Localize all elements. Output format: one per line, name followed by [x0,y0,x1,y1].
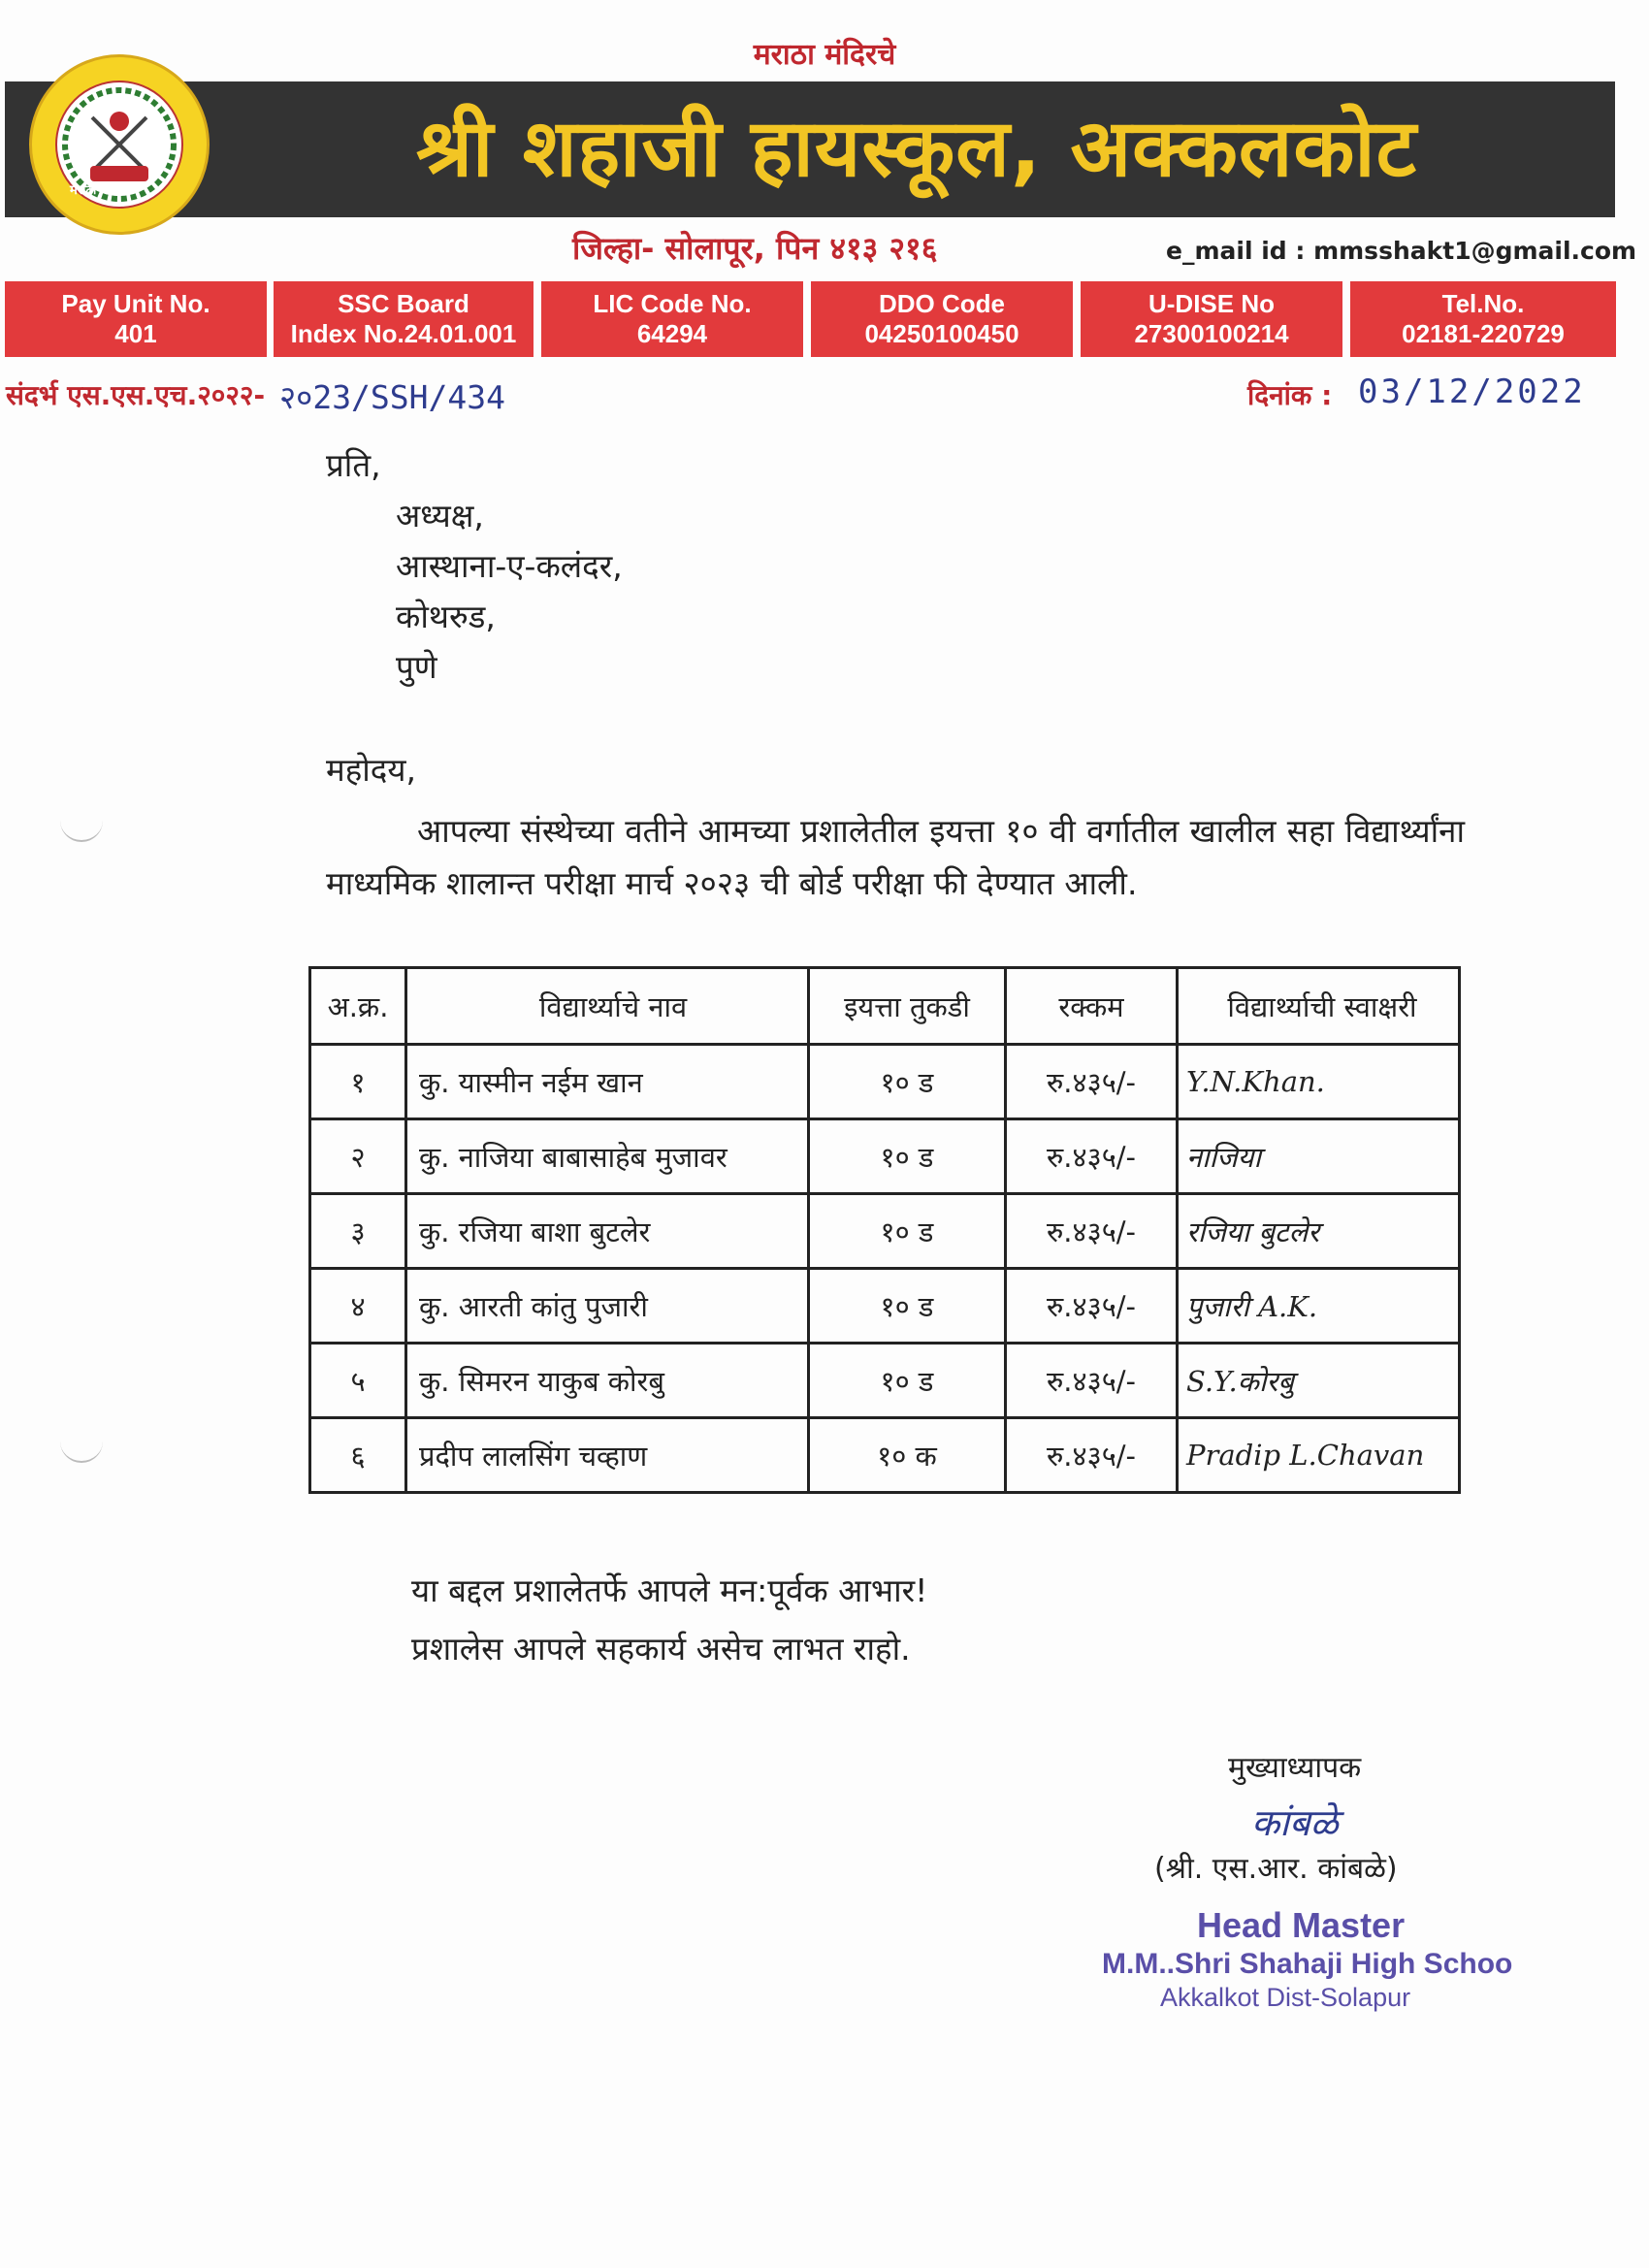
amount-cell: रु.४३५/- [1006,1269,1178,1344]
table-row [310,1194,1460,1269]
fee-table [308,966,1461,1494]
col-signature: विद्यार्थ्याची स्वाक्षरी [1178,968,1460,1045]
recipient-prefix: प्रति, [326,446,381,484]
name-cell: कु. नाजिया बाबासाहेब मुजावर [406,1119,809,1194]
col-class: इयत्ता तुकडी [809,968,1006,1045]
organization-name: मराठा मंदिरचे [753,38,896,72]
class-cell: १० ड [809,1269,1006,1344]
date-label: दिनांक : [1247,379,1333,411]
stamp-title: Head Master [1197,1905,1406,1945]
info-box-value: Index No.24.01.001 [290,319,517,348]
serial-cell: ४ [310,1269,406,1344]
info-box-label: LIC Code No. [593,289,752,318]
signature-cell: S.Y.कोरबु [1178,1344,1460,1418]
serial-cell: ३ [310,1194,406,1269]
info-box-value: 64294 [636,319,708,348]
stamp-school: M.M..Shri Shahaji High Schoo [1102,1948,1513,1980]
class-cell: १० क [809,1418,1006,1493]
info-box-value: 401 [114,319,157,348]
info-box-value: 04250100450 [864,319,1019,348]
letter-body: आपल्या संस्थेच्या वतीने आमच्या प्रशालेतील इयत्ता १० वी वर्गातील खालील सहा विद्यार्थ्यांना माध्यमिक शालान्त परीक्षा मार्च २०२३ ची बोर्ड परीक्षा फी देण्यात आली. [326,812,1465,902]
info-box-label: Tel.No. [1441,289,1525,318]
closing-line: या बद्दल प्रशालेतर्फे आपले मन:पूर्वक आभार! [411,1571,928,1609]
addressee-line: अध्यक्ष, [396,497,484,535]
signature-cell: नाजिया [1178,1119,1460,1194]
class-cell: १० ड [809,1194,1006,1269]
table-row [310,1119,1460,1194]
name-cell: कु. रजिया बाशा बुटलेर [406,1194,809,1269]
info-box-label: U-DISE No [1148,289,1275,318]
signature-cell: रजिया बुटलेर [1178,1194,1460,1269]
class-cell: १० ड [809,1119,1006,1194]
amount-cell: रु.४३५/- [1006,1194,1178,1269]
addressee-line: आस्थाना-ए-कलंदर, [396,547,623,585]
name-cell: कु. आरती कांतु पुजारी [406,1269,809,1344]
school-email: e_mail id : mmsshakt1@gmail.com [1166,237,1637,265]
class-cell: १० ड [809,1045,1006,1119]
signatory-title: मुख्याध्यापक [1228,1751,1362,1785]
name-cell: प्रदीप लालसिंग चव्हाण [406,1418,809,1493]
col-serial: अ.क्र. [310,968,406,1045]
serial-cell: ५ [310,1344,406,1418]
table-row [310,1418,1460,1493]
amount-cell: रु.४३५/- [1006,1045,1178,1119]
name-cell: कु. सिमरन याकुब कोरबु [406,1344,809,1418]
info-box-ssc-board [274,281,534,357]
info-box-value: 02181-220729 [1402,319,1565,348]
stamp-location: Akkalkot Dist-Solapur [1160,1983,1411,2012]
info-box-ddo-code [811,281,1073,357]
col-student-name: विद्यार्थ्याचे नाव [406,968,809,1045]
info-box-lic-code [541,281,803,357]
info-box-telephone [1350,281,1616,357]
addressee-line: कोथरुड, [396,598,496,635]
table-header-row [310,968,1460,1045]
amount-cell: रु.४३५/- [1006,1344,1178,1418]
info-box-label: DDO Code [879,289,1005,318]
name-cell: कु. यास्मीन नईम खान [406,1045,809,1119]
school-address: जिल्हा- सोलापूर, पिन ४१३ २१६ [572,230,938,267]
headmaster-signature: कांबळे [1251,1801,1339,1844]
info-box-value: 27300100214 [1134,319,1289,348]
table-row [310,1269,1460,1344]
signature-cell: पुजारी A.K. [1178,1269,1460,1344]
logo-text: मराठा मंदिर [70,183,124,198]
salutation: महोदय, [326,751,416,789]
serial-cell: ६ [310,1418,406,1493]
closing-line: प्रशालेस आपले सहकार्य असेच लाभत राहो. [411,1630,911,1668]
info-box-label: SSC Board [338,289,469,318]
reference-label: संदर्भ एस.एस.एच.२०२२- [6,379,266,411]
signature-cell: Y.N.Khan. [1178,1045,1460,1119]
signature-cell: Pradip L.Chavan [1178,1418,1460,1493]
info-box-label: Pay Unit No. [61,289,210,318]
serial-cell: २ [310,1119,406,1194]
info-box-udise [1081,281,1342,357]
punch-hole [60,1432,103,1463]
signatory-name: (श्री. एस.आर. कांबळे) [1154,1852,1398,1886]
amount-cell: रु.४३५/- [1006,1418,1178,1493]
info-box-pay-unit [5,281,267,357]
class-cell: १० ड [809,1344,1006,1418]
addressee-line: पुणे [396,648,437,686]
reference-number: २०23/SSH/434 [279,378,505,416]
table-row [310,1344,1460,1418]
school-logo [29,54,210,235]
amount-cell: रु.४३५/- [1006,1119,1178,1194]
punch-hole [60,811,103,842]
col-amount: रक्कम [1006,968,1178,1045]
letter-date: 03/12/2022 [1358,373,1586,411]
table-row [310,1045,1460,1119]
school-name: श्री शहाजी हायस्कूल, अक्कलकोट [416,103,1417,195]
serial-cell: १ [310,1045,406,1119]
